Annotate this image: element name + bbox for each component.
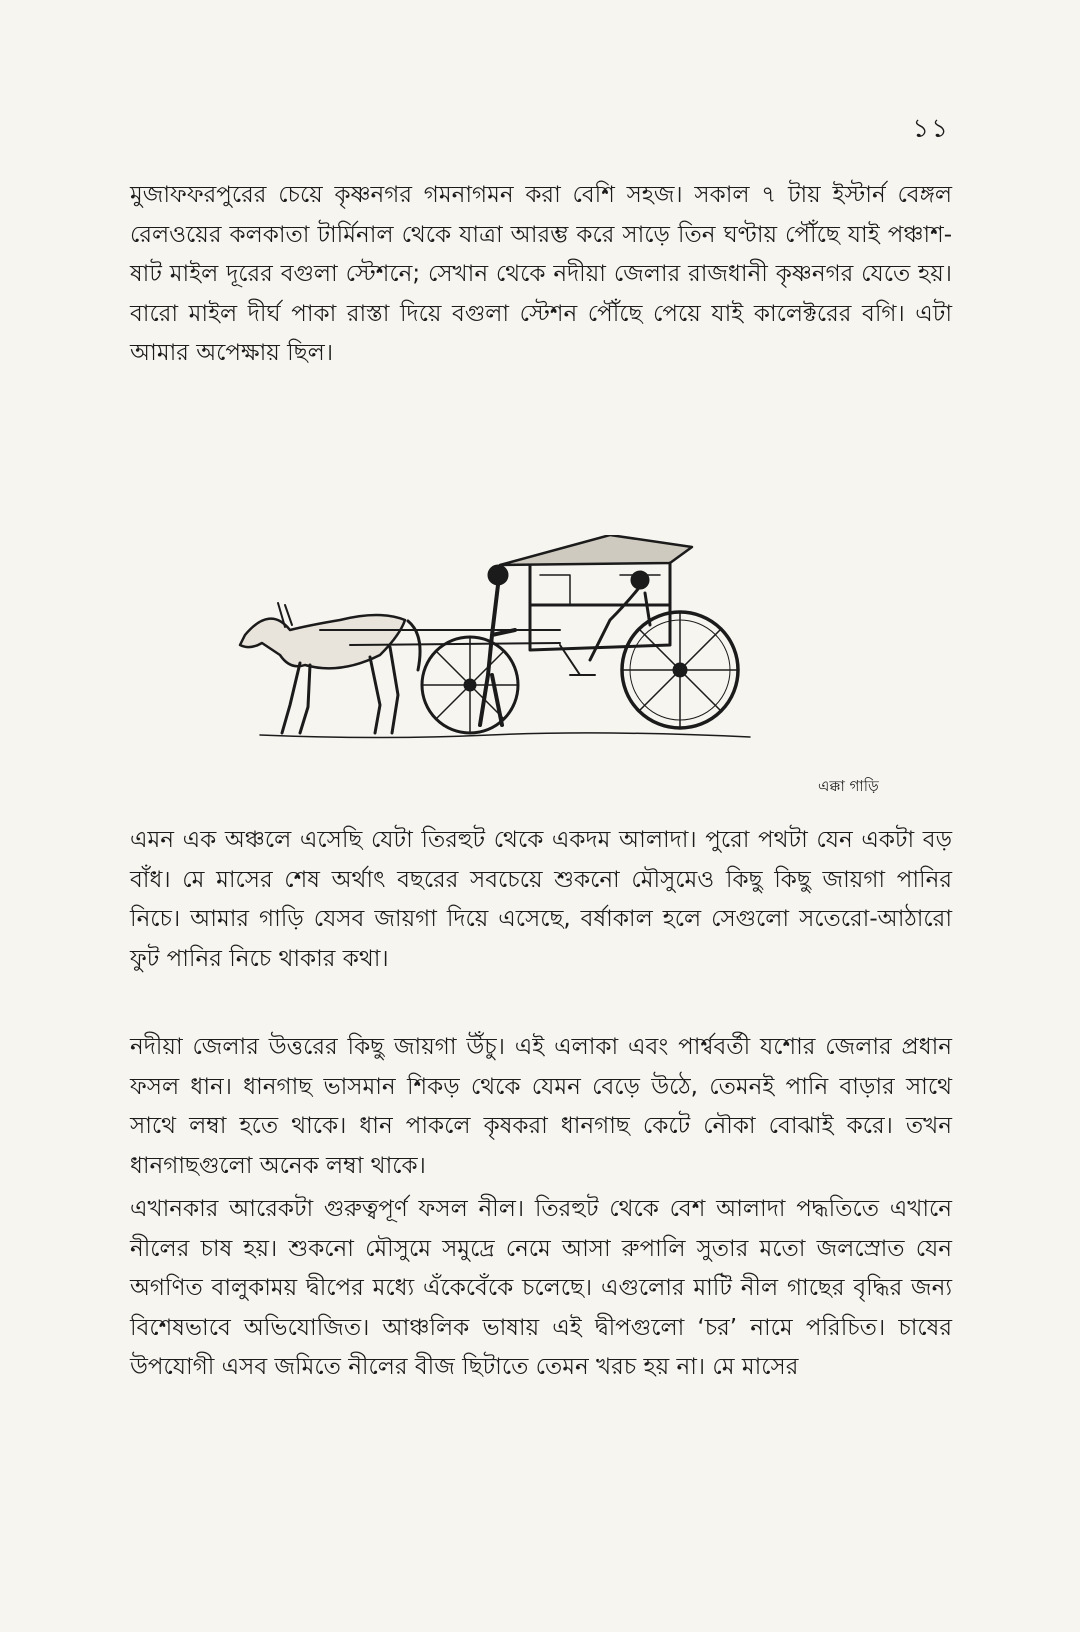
paragraph-4: এখানকার আরেকটা গুরুত্বপূর্ণ ফসল নীল। তিরহুট থেকে বেশ আলাদা পদ্ধতিতে এখানে নীলের চাষ হয়। শুকনো মৌসুমে সমুদ্রে নেমে আসা রুপালি সুতার মতো জলস্রোত যেন অগণিত বালুকাময় দ্বীপের মধ্যে এঁকেবেঁকে চলেছে। এগুলোর মাটি নীল গাছের বৃদ্ধির জন্য বিশেষভাবে অভিযোজিত। আঞ্চলিক ভাষায় এই দ্বীপগুলো ‘চর’ নামে পরিচিত। চাষের উপযোগী এসব জমিতে নীলের বীজ ছিটাতে তেমন খরচ হয় না। মে মাসের	[130, 1196, 952, 1381]
paragraph-1: মুজাফফরপুরের চেয়ে কৃষ্ণনগর গমনাগমন করা বেশি সহজ। সকাল ৭ টায় ইস্টার্ন বেঙ্গল রেলওয়ের কলকাতা টার্মিনাল থেকে যাত্রা আরম্ভ করে সাড়ে তিন ঘণ্টায় পৌঁছে যাই পঞ্চাশ-ষাট মাইল দূরের বগুলা স্টেশনে; সেখান থেকে নদীয়া জেলার রাজধানী কৃষ্ণনগর যেতে হয়। বারো মাইল দীর্ঘ পাকা রাস্তা দিয়ে বগুলা স্টেশন পৌঁছে পেয়ে যাই কালেক্টরের বগি। এটা আমার অপেক্ষায় ছিল।	[130, 182, 952, 367]
illustration-caption: এক্কা গাড়ি	[818, 777, 879, 795]
paragraph-3: নদীয়া জেলার উত্তরের কিছু জায়গা উঁচু। এই এলাকা এবং পার্শ্ববর্তী যশোর জেলার প্রধান ফসল ধান। ধানগাছ ভাসমান শিকড় থেকে যেমন বেড়ে উঠে, তেমনই পানি বাড়ার সাথে সাথে লম্বা হতে থাকে। ধান পাকলে কৃষকরা ধানগাছ কেটে নৌকা বোঝাই করে। তখন ধানগাছগুলো অনেক লম্বা থাকে।	[130, 1034, 952, 1179]
page-number: ১১	[912, 114, 950, 144]
illustration-figure	[230, 535, 930, 805]
horse-carriage-illustration	[230, 535, 930, 775]
paragraph-2: এমন এক অঞ্চলে এসেছি যেটা তিরহুট থেকে একদম আলাদা। পুরো পথটা যেন একটা বড় বাঁধ। মে মাসের শেষ অর্থাৎ বছরের সবচেয়ে শুকনো মৌসুমেও কিছু কিছু জায়গা পানির নিচে। আমার গাড়ি যেসব জায়গা দিয়ে এসেছে, বর্ষাকাল হলে সেগুলো সতেরো-আঠারো ফুট পানির নিচে থাকার কথা।	[130, 827, 952, 972]
